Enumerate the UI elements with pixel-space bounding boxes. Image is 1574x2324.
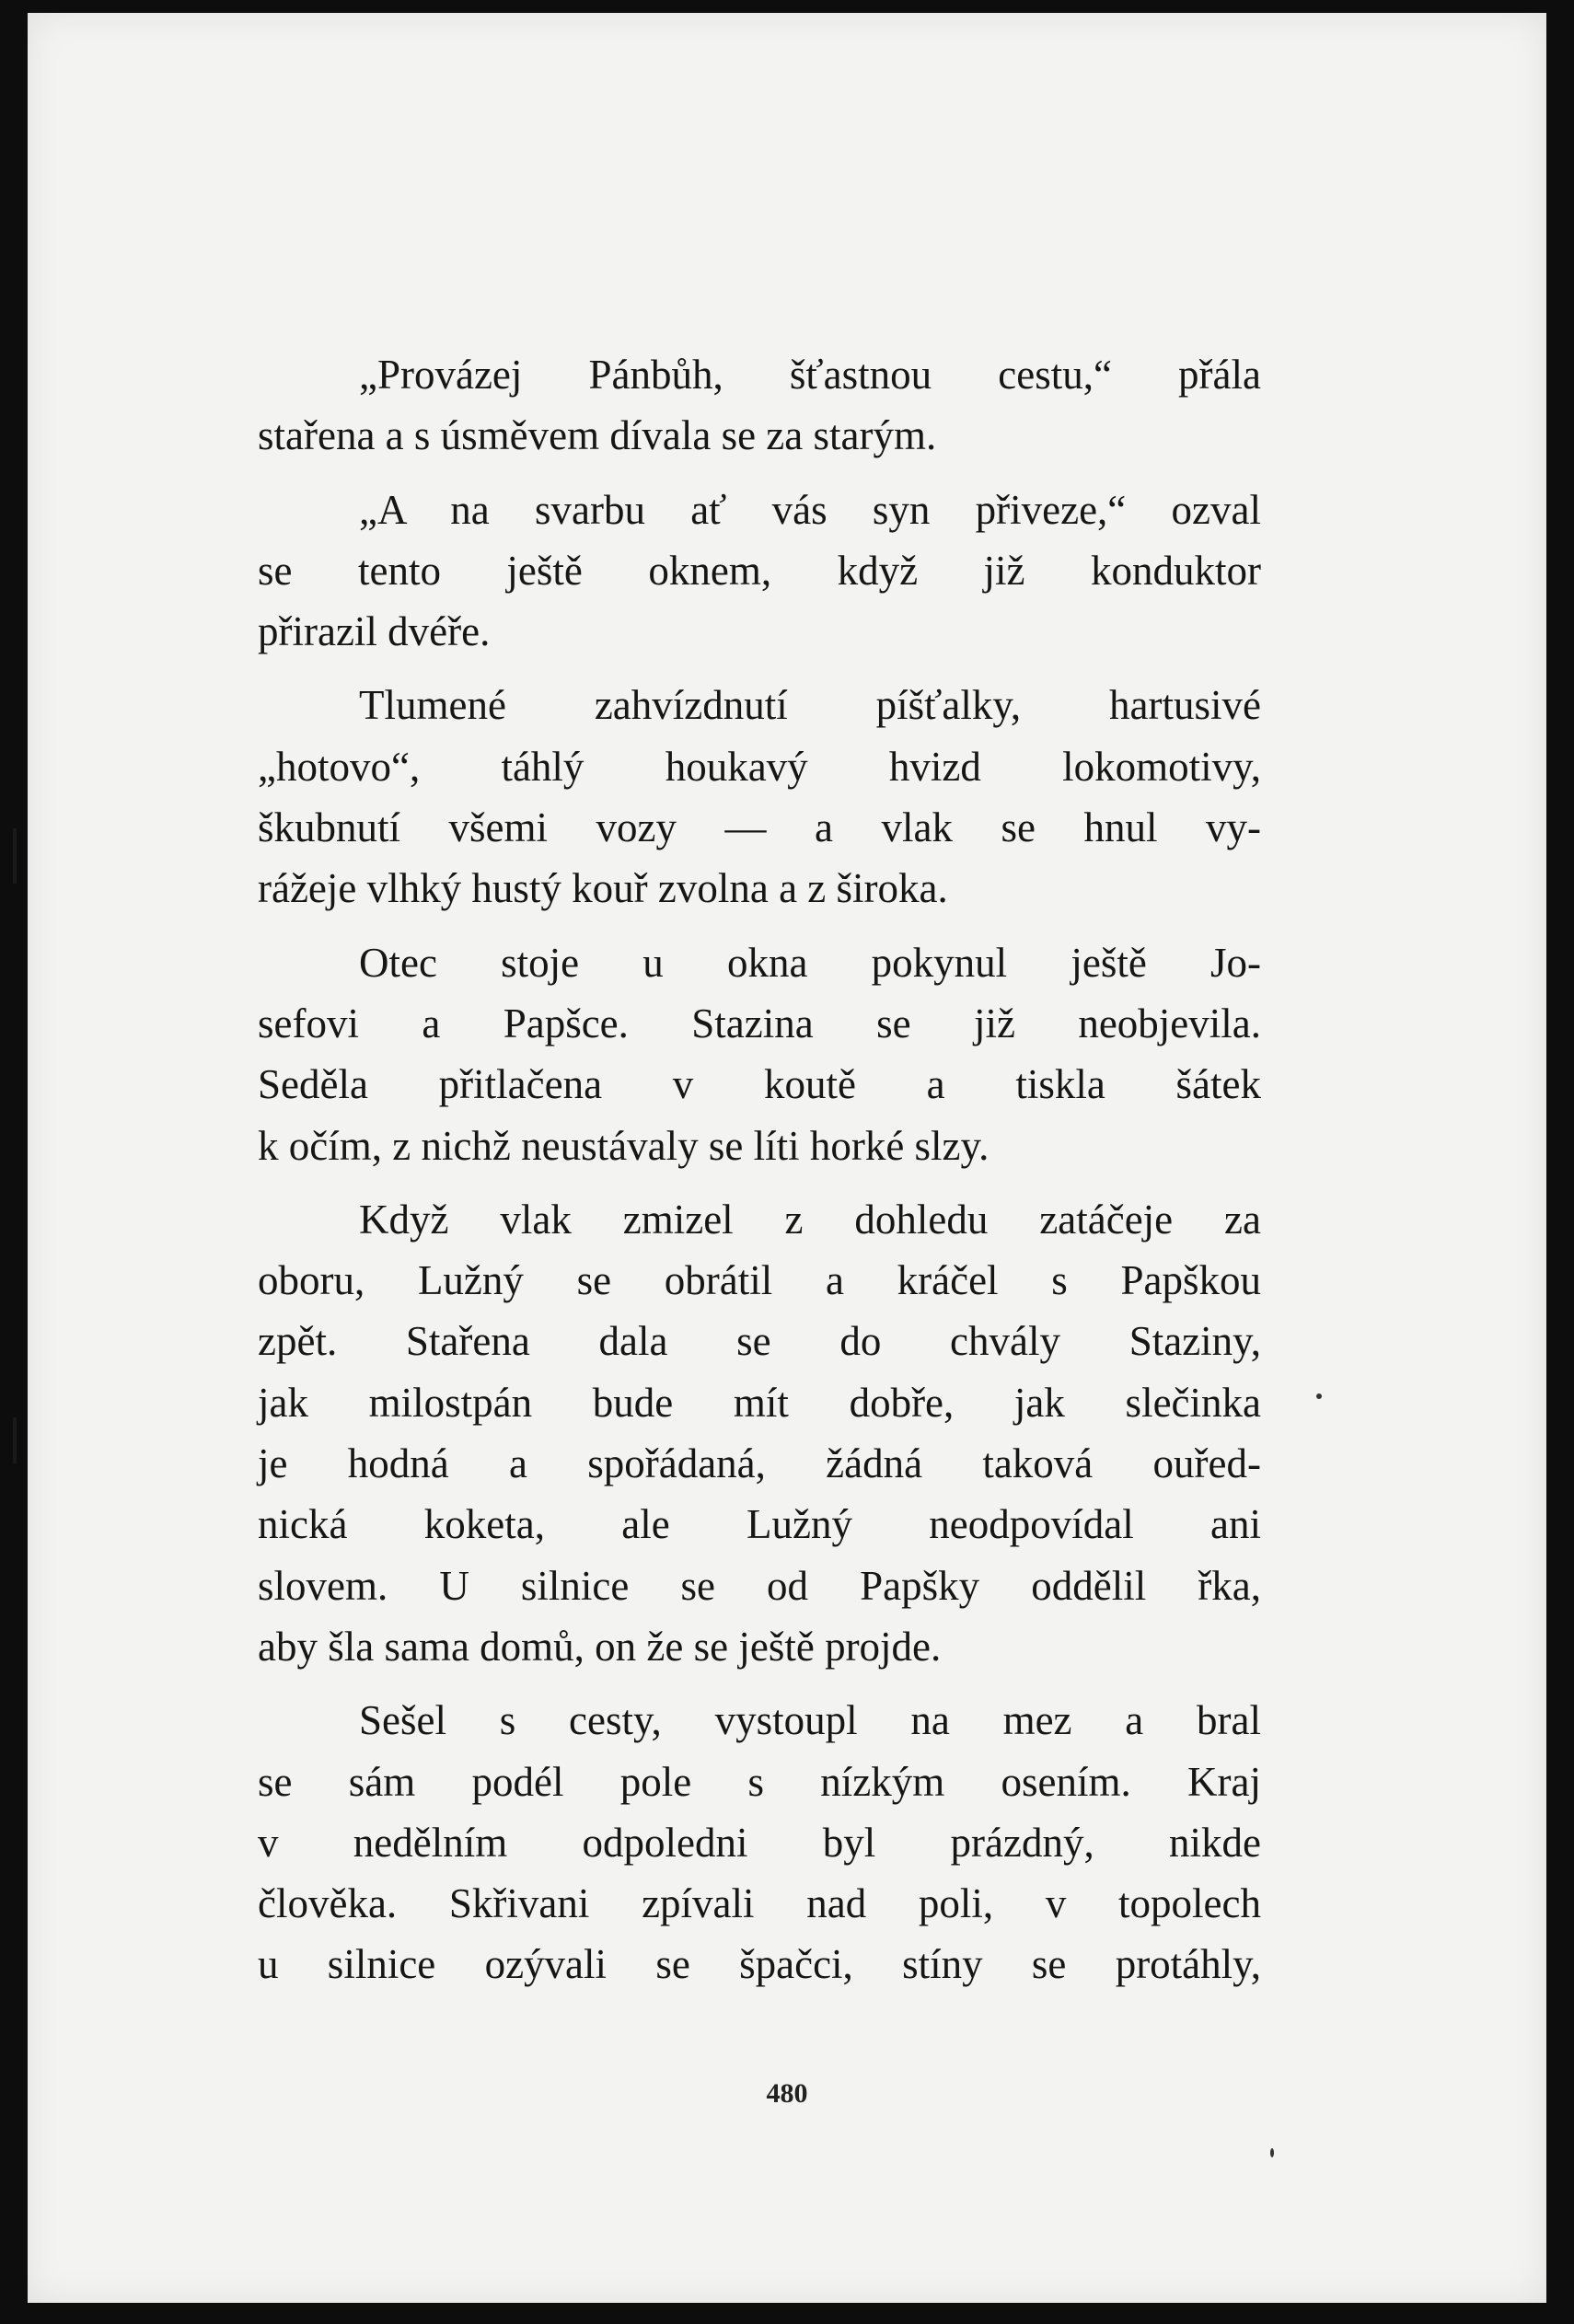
book-page — [28, 13, 1546, 2303]
text-line: Otec stoje u okna pokynul ještě Jo- — [359, 939, 1261, 986]
paragraph — [258, 675, 1261, 919]
text-line: se sám podél pole s nízkým osením. Kraj — [258, 1758, 1261, 1805]
text-line: slovem. U silnice se od Papšky oddělil řka, — [258, 1562, 1261, 1609]
binding-edge-mark — [13, 1417, 17, 1463]
text-line: Když vlak zmizel z dohledu zatáčeje za — [359, 1196, 1261, 1243]
text-line: aby šla sama domů, on že se ještě projde. — [258, 1623, 942, 1670]
binding-edge-mark — [13, 828, 17, 884]
text-line: sefovi a Papšce. Stazina se již neobjevila. — [258, 1000, 1261, 1046]
dust-speck — [1316, 1393, 1322, 1399]
paragraph — [258, 480, 1261, 663]
paragraph — [258, 344, 1261, 467]
text-line: „Provázej Pánbůh, šťastnou cestu,“ přála — [359, 352, 1261, 398]
text-line: škubnutí všemi vozy — a vlak se hnul vy- — [258, 804, 1261, 851]
paragraph — [258, 1690, 1261, 1994]
paragraph — [258, 1189, 1261, 1677]
text-line: oboru, Lužný se obrátil a kráčel s Papškou — [258, 1257, 1261, 1304]
text-line: Sešel s cesty, vystoupl na mez a bral — [359, 1697, 1261, 1744]
page-number: 480 — [766, 2078, 808, 2109]
text-line: nická koketa, ale Lužný neodpovídal ani — [258, 1501, 1261, 1548]
body-text — [258, 344, 1261, 1995]
text-line: rážeje vlhký hustý kouř zvolna a z široka. — [258, 865, 948, 912]
text-line: jak milostpán bude mít dobře, jak slečinka — [258, 1379, 1261, 1426]
text-line: „A na svarbu ať vás syn přiveze,“ ozval — [359, 486, 1261, 533]
text-line: „hotovo“, táhlý houkavý hvizd lokomotivy, — [258, 743, 1261, 790]
text-line: zpět. Stařena dala se do chvály Staziny, — [258, 1318, 1261, 1365]
text-line: je hodná a spořádaná, žádná taková ouřed- — [258, 1440, 1261, 1487]
text-line: se tento ještě oknem, když již konduktor — [258, 547, 1261, 594]
paragraph — [258, 932, 1261, 1176]
dust-speck — [1270, 2148, 1274, 2157]
text-line: v nedělním odpoledni byl prázdný, nikde — [258, 1819, 1261, 1866]
text-line: Tlumené zahvízdnutí píšťalky, hartusivé — [359, 682, 1261, 729]
text-line: u silnice ozývali se špačci, stíny se protáhly, — [258, 1941, 1261, 1988]
text-line: Seděla přitlačena v koutě a tiskla šátek — [258, 1061, 1261, 1108]
text-line: stařena a s úsměvem dívala se za starým. — [258, 412, 937, 459]
text-line: člověka. Skřivani zpívali nad poli, v topolech — [258, 1880, 1261, 1927]
text-line: přirazil dvéře. — [258, 608, 491, 655]
text-line: k očím, z nichž neustávaly se líti horké slzy. — [258, 1122, 990, 1169]
